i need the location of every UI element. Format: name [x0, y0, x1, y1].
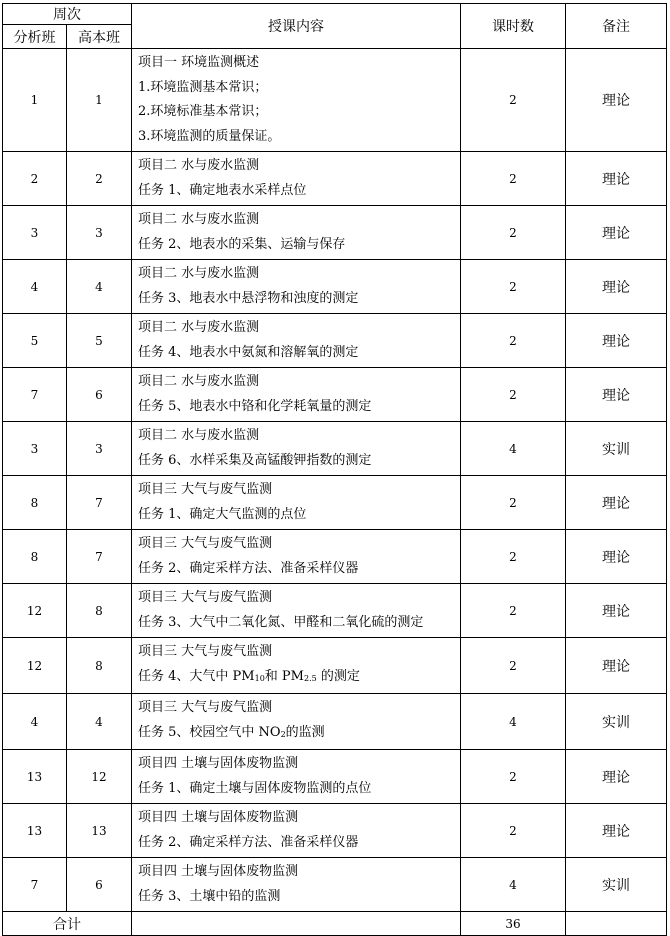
class-b-week: 2 — [67, 152, 132, 206]
content-line: 任务 2、地表水的采集、运输与保存 — [138, 236, 346, 252]
lesson-content — [132, 49, 461, 152]
hours-cell: 2 — [461, 530, 566, 584]
lesson-content — [132, 638, 461, 694]
hours-cell: 2 — [461, 260, 566, 314]
hours-cell: 4 — [461, 422, 566, 476]
class-b-week: 6 — [67, 858, 132, 912]
hours-cell: 2 — [461, 368, 566, 422]
content-line: 项目二 水与废水监测 — [138, 266, 260, 281]
lesson-content — [132, 206, 461, 260]
note-cell: 理论 — [566, 152, 667, 206]
note-cell: 理论 — [566, 49, 667, 152]
lesson-content — [132, 530, 461, 584]
content-fragment: 2.5 — [304, 673, 317, 683]
table-row — [3, 530, 667, 584]
total-label: 合计 — [3, 912, 132, 936]
class-b-header: 高本班 — [67, 25, 132, 49]
class-a-week: 5 — [3, 314, 67, 368]
content-fragment: 的监测 — [285, 724, 325, 740]
content-line: 任务 3、地表水中悬浮物和浊度的测定 — [138, 290, 359, 306]
hours-cell: 2 — [461, 750, 566, 804]
note-cell: 实训 — [566, 858, 667, 912]
content-fragment: 2 — [280, 729, 286, 739]
content-line: 项目三 大气与废气监测 — [138, 644, 273, 659]
note-cell: 理论 — [566, 476, 667, 530]
class-a-week: 1 — [3, 49, 67, 152]
hours-cell: 2 — [461, 476, 566, 530]
content-line: 任务 1、确定大气监测的点位 — [138, 506, 307, 522]
content-line: 任务 3、大气中二氧化氮、甲醛和二氧化硫的测定 — [138, 614, 424, 630]
note-cell: 理论 — [566, 206, 667, 260]
content-line: 项目三 大气与废气监测 — [138, 700, 273, 715]
class-a-week: 12 — [3, 638, 67, 694]
note-cell: 实训 — [566, 694, 667, 750]
class-b-week: 4 — [67, 260, 132, 314]
table-row — [3, 858, 667, 912]
total-note-cell — [566, 912, 667, 936]
content-line: 2.环境标准基本常识； — [138, 104, 268, 119]
lesson-content — [132, 152, 461, 206]
class-b-week: 7 — [67, 530, 132, 584]
table-row — [3, 152, 667, 206]
content-line: 项目三 大气与废气监测 — [138, 482, 273, 497]
hours-cell: 2 — [461, 638, 566, 694]
table-row — [3, 476, 667, 530]
content-line: 项目一 环境监测概述 — [138, 55, 260, 70]
note-cell: 理论 — [566, 804, 667, 858]
content-line: 任务 5、地表水中铬和化学耗氧量的测定 — [138, 398, 372, 414]
class-b-week: 13 — [67, 804, 132, 858]
content-line — [138, 721, 460, 748]
class-a-week: 12 — [3, 584, 67, 638]
content-line: 项目三 大气与废气监测 — [138, 590, 273, 605]
lesson-content — [132, 750, 461, 804]
lesson-content — [132, 314, 461, 368]
hours-cell: 2 — [461, 584, 566, 638]
lesson-content — [132, 260, 461, 314]
content-fragment: 10 — [254, 673, 265, 683]
content-line: 项目四 土壤与固体废物监测 — [138, 756, 299, 771]
content-line: 项目二 水与废水监测 — [138, 212, 260, 227]
total-content-cell — [132, 912, 461, 936]
hours-cell: 2 — [461, 314, 566, 368]
note-cell: 实训 — [566, 422, 667, 476]
note-cell: 理论 — [566, 368, 667, 422]
table-row — [3, 206, 667, 260]
hours-cell: 4 — [461, 858, 566, 912]
content-fragment: 和 PM — [264, 668, 304, 684]
table-row — [3, 584, 667, 638]
table-row — [3, 314, 667, 368]
content-line: 项目二 水与废水监测 — [138, 374, 260, 389]
note-cell: 理论 — [566, 584, 667, 638]
content-line: 项目三 大气与废气监测 — [138, 536, 273, 551]
note-cell: 理论 — [566, 638, 667, 694]
content-line — [138, 665, 460, 692]
content-line: 项目二 水与废水监测 — [138, 320, 260, 335]
class-a-week: 8 — [3, 530, 67, 584]
hours-cell: 2 — [461, 804, 566, 858]
table-row — [3, 750, 667, 804]
content-line: 3.环境监测的质量保证。 — [138, 128, 281, 144]
lesson-content — [132, 584, 461, 638]
content-fragment: 任务 5、校园空气中 NO — [138, 724, 281, 740]
content-line: 任务 4、地表水中氨氮和溶解氧的测定 — [138, 344, 359, 360]
class-b-week: 12 — [67, 750, 132, 804]
note-cell: 理论 — [566, 314, 667, 368]
class-a-week: 3 — [3, 206, 67, 260]
lesson-content — [132, 804, 461, 858]
schedule-table — [2, 3, 667, 936]
class-b-week: 6 — [67, 368, 132, 422]
lesson-content — [132, 476, 461, 530]
hours-cell: 2 — [461, 206, 566, 260]
lesson-content — [132, 694, 461, 750]
lesson-content — [132, 422, 461, 476]
note-header: 备注 — [566, 4, 667, 49]
content-header: 授课内容 — [132, 4, 461, 49]
class-a-header: 分析班 — [3, 25, 67, 49]
content-line: 任务 3、土壤中铅的监测 — [138, 888, 281, 904]
content-line: 1.环境监测基本常识； — [138, 79, 268, 95]
table-row — [3, 49, 667, 152]
class-b-week: 3 — [67, 206, 132, 260]
class-a-week: 13 — [3, 804, 67, 858]
content-line: 任务 2、确定采样方法、准备采样仪器 — [138, 834, 359, 850]
class-a-week: 8 — [3, 476, 67, 530]
class-b-week: 8 — [67, 584, 132, 638]
table-row — [3, 638, 667, 694]
class-b-week: 4 — [67, 694, 132, 750]
content-line: 任务 1、确定土壤与固体废物监测的点位 — [138, 780, 372, 796]
class-b-week: 5 — [67, 314, 132, 368]
table-row — [3, 804, 667, 858]
hours-cell: 2 — [461, 49, 566, 152]
class-a-week: 13 — [3, 750, 67, 804]
table-row — [3, 694, 667, 750]
content-line: 项目四 土壤与固体废物监测 — [138, 810, 299, 825]
content-line: 项目二 水与废水监测 — [138, 158, 260, 173]
class-a-week: 4 — [3, 694, 67, 750]
content-line: 任务 2、确定采样方法、准备采样仪器 — [138, 560, 359, 576]
class-a-week: 7 — [3, 858, 67, 912]
hours-cell: 4 — [461, 694, 566, 750]
hours-header: 课时数 — [461, 4, 566, 49]
note-cell: 理论 — [566, 260, 667, 314]
table-row — [3, 260, 667, 314]
content-line: 项目四 土壤与固体废物监测 — [138, 864, 299, 879]
content-fragment: 的测定 — [316, 668, 360, 684]
class-b-week: 8 — [67, 638, 132, 694]
class-b-week: 1 — [67, 49, 132, 152]
lesson-content — [132, 858, 461, 912]
note-cell: 理论 — [566, 750, 667, 804]
content-fragment: 任务 4、大气中 PM — [138, 668, 255, 684]
lesson-content — [132, 368, 461, 422]
class-a-week: 7 — [3, 368, 67, 422]
class-b-week: 3 — [67, 422, 132, 476]
table-row — [3, 368, 667, 422]
class-b-week: 7 — [67, 476, 132, 530]
hours-cell: 2 — [461, 152, 566, 206]
content-line: 任务 6、水样采集及高锰酸钾指数的测定 — [138, 452, 372, 468]
content-line: 项目二 水与废水监测 — [138, 428, 260, 443]
class-a-week: 2 — [3, 152, 67, 206]
class-a-week: 3 — [3, 422, 67, 476]
class-a-week: 4 — [3, 260, 67, 314]
note-cell: 理论 — [566, 530, 667, 584]
content-line: 任务 1、确定地表水采样点位 — [138, 182, 307, 198]
week-header: 周次 — [3, 4, 132, 25]
total-hours: 36 — [461, 912, 566, 936]
table-row — [3, 422, 667, 476]
